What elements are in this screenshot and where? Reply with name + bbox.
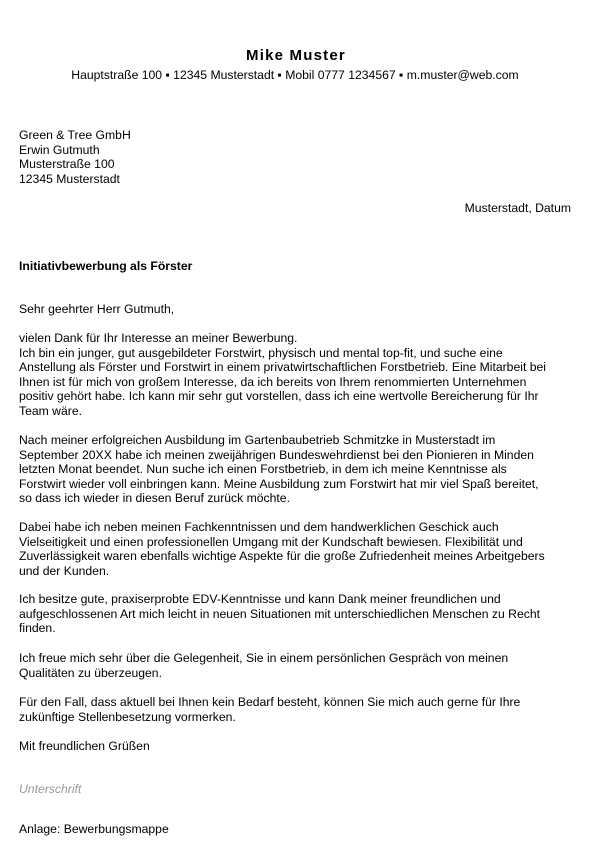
recipient-street: Musterstraße 100: [19, 157, 115, 171]
body-paragraph-interview: [19, 651, 584, 680]
paragraph-line: und der Kunden.: [19, 563, 110, 578]
sender-name: Mike Muster: [246, 47, 346, 64]
paragraph-line: so dass ich wieder in diesen Beruf zurück möchte.: [19, 491, 290, 505]
body-paragraph-future: [19, 695, 584, 724]
paragraph-line: September 20XX habe ich meinen zweijährigen Bundeswehrdienst bei den Pionieren in Minden: [19, 447, 534, 462]
recipient-company: Green & Tree GmbH: [19, 128, 131, 142]
paragraph-line: Ich freue mich sehr über die Gelegenheit, Sie in einem persönlichen Gespräch von meinen: [19, 651, 509, 665]
paragraph-line: Qualitäten zu überzeugen.: [19, 665, 162, 680]
recipient-city: 12345 Musterstadt: [19, 171, 120, 186]
body-paragraph-education: [19, 433, 584, 506]
paragraph-line: Forstwirt wieder voll einbringen kann. Meine Ausbildung zum Forstwirt hat mir viel Spaß bereitet,: [19, 476, 539, 491]
paragraph-line: Zuverlässigkeit waren ebenfalls wichtige Aspekte für die große Zufriedenheit meines Arbeitgebers: [19, 549, 545, 563]
paragraph-line: positiv gehört habe. Ich kann mir sehr gut vorstellen, dass ich eine wertvolle Bereicherung für Ihr: [19, 389, 539, 403]
paragraph-line: Ich bin ein junger, gut ausgebildeter Forstwirt, physisch und mental top-fit, und suche eine: [19, 345, 503, 360]
body-paragraph-it-skills: [19, 592, 584, 636]
paragraph-line: Dabei habe ich neben meinen Fachkenntnissen und dem handwerklichen Geschick auch: [19, 520, 499, 534]
paragraph-line: Für den Fall, dass aktuell bei Ihnen kein Bedarf besteht, können Sie mich auch gerne für Ihre: [19, 695, 521, 709]
closing-greeting: Mit freundlichen Grüßen: [19, 739, 150, 753]
letter-subject: Initiativbewerbung als Förster: [19, 259, 193, 273]
recipient-person: Erwin Gutmuth: [19, 142, 100, 157]
paragraph-line: aufgeschlossenen Art mich leicht in neuen Situationen mit unterschiedlichen Menschen zu Recht: [19, 606, 540, 621]
signature-placeholder: Unterschrift: [19, 782, 82, 796]
paragraph-line: Vielseitigkeit und einen professionellen Umgang mit der Kundschaft bewiesen. Flexibilität und: [19, 534, 523, 549]
body-paragraph-intro: [19, 331, 584, 418]
paragraph-line: Ich besitze gute, praxiserprobte EDV-Kenntnisse und kann Dank meiner freundlichen und: [19, 592, 501, 606]
paragraph-line: finden.: [19, 621, 56, 635]
paragraph-line: Ihnen ist für mich von großem Interesse, da ich bereits von Ihrem renommierten Unternehmen: [19, 374, 527, 389]
paragraph-line: zukünftige Stellenbesetzung vormerken.: [19, 709, 236, 724]
attachment-note: Anlage: Bewerbungsmappe: [19, 822, 169, 836]
paragraph-line: letzten Monat beendet. Nun suche ich einen Forstbetrieb, in dem ich meine Kenntnisse als: [19, 462, 507, 476]
paragraph-line: Anstellung als Förster und Forstwirt in einem privatwirtschaftlichen Forstbetrieb. Eine Mitarbeit bei: [19, 360, 546, 374]
salutation: Sehr geehrter Herr Gutmuth,: [19, 302, 175, 316]
recipient-address: [19, 128, 131, 186]
paragraph-line: vielen Dank für Ihr Interesse an meiner Bewerbung.: [19, 331, 298, 345]
place-date-line: Musterstadt, Datum: [464, 201, 571, 215]
paragraph-line: Team wäre.: [19, 403, 82, 418]
sender-contact-line: Hauptstraße 100 ▪ 12345 Musterstadt ▪ Mobil 0777 1234567 ▪ m.muster@web.com: [71, 68, 519, 82]
paragraph-line: Nach meiner erfolgreichen Ausbildung im Gartenbaubetrieb Schmitzke in Musterstadt im: [19, 433, 496, 447]
body-paragraph-skills: [19, 520, 584, 578]
